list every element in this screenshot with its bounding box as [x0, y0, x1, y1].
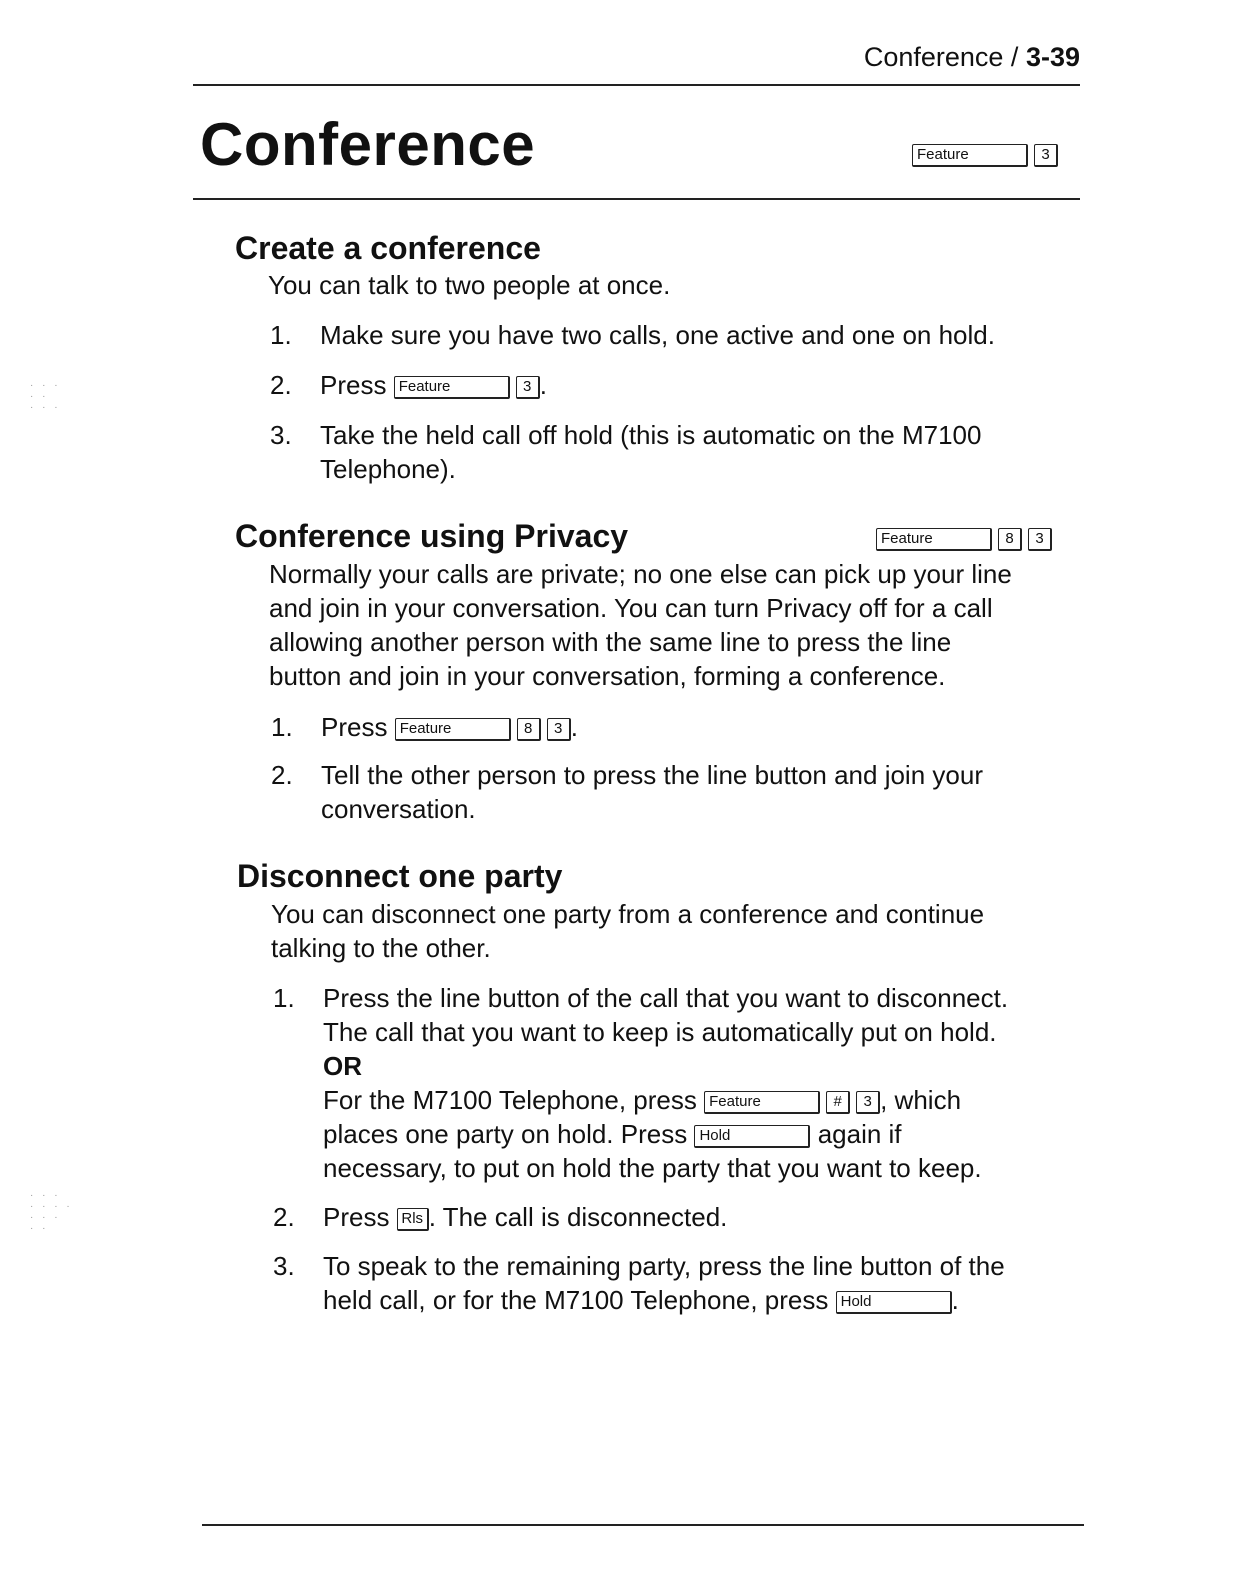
feature-key: Feature	[876, 528, 992, 551]
section-heading-create: Create a conference	[235, 230, 541, 266]
title-rule	[193, 198, 1080, 200]
section-heading-disconnect: Disconnect one party	[237, 858, 563, 894]
step-suffix: again if	[817, 1119, 902, 1149]
step-suffix: , which	[880, 1085, 962, 1115]
list-item	[273, 1249, 1073, 1317]
step-text-line: conversation.	[321, 794, 476, 824]
step-label: places one party on hold. Press	[323, 1119, 688, 1149]
step-suffix: . The call is disconnected.	[428, 1202, 728, 1232]
step-number: 3.	[270, 420, 292, 450]
feature-key: Feature	[395, 718, 511, 741]
section-intro-line: and join in your conversation. You can turn Privacy off for a call	[269, 593, 993, 623]
feature-key: Feature	[704, 1091, 820, 1114]
step-label: held call, or for the M7100 Telephone, press	[323, 1285, 829, 1315]
section-heading-privacy: Conference using Privacy	[235, 518, 629, 554]
section-intro-line: button and join in your conversation, forming a conference.	[269, 661, 946, 691]
digit-key: 3	[547, 718, 571, 741]
step-text-line	[323, 1283, 959, 1317]
step-label: Press	[321, 712, 388, 742]
digit-key: 8	[998, 528, 1022, 551]
pound-key: #	[826, 1091, 850, 1114]
key-sequence	[395, 718, 571, 741]
list-item	[271, 758, 1071, 826]
key-sequence	[397, 1208, 429, 1231]
step-text-line: Tell the other person to press the line button and join your	[321, 760, 983, 790]
hold-key: Hold	[694, 1125, 810, 1148]
page-reference	[700, 42, 1080, 73]
list-item	[270, 318, 1070, 352]
section-intro: You can talk to two people at once.	[268, 270, 671, 300]
list-item	[271, 710, 1071, 744]
list-item	[273, 1200, 1073, 1234]
key-sequence	[694, 1125, 810, 1148]
step-suffix: .	[570, 712, 578, 742]
step-number: 2.	[273, 1202, 295, 1232]
header-rule	[193, 84, 1080, 86]
or-label: OR	[323, 1051, 362, 1081]
section-name: Conference /	[863, 42, 1019, 72]
step-text	[320, 368, 547, 402]
list-item	[270, 418, 1070, 486]
step-label: For the M7100 Telephone, press	[323, 1085, 697, 1115]
step-number: 1.	[271, 712, 293, 742]
step-text-line	[323, 1117, 902, 1151]
scan-speckle: · · · · · · · · · · · ·	[30, 1190, 73, 1234]
step-suffix: .	[951, 1285, 959, 1315]
digit-key: 3	[516, 376, 540, 399]
feature-key: Feature	[912, 144, 1028, 167]
step-text-line	[323, 1083, 961, 1117]
release-key: Rls	[397, 1208, 429, 1231]
footer-rule	[202, 1524, 1084, 1526]
digit-key: 3	[1034, 144, 1058, 167]
key-sequence	[394, 376, 540, 399]
step-text-line: necessary, to put on hold the party that you want to keep.	[323, 1153, 982, 1183]
step-label: Press	[320, 370, 387, 400]
key-sequence	[704, 1091, 880, 1114]
step-label: Press	[323, 1202, 390, 1232]
step-number: 3.	[273, 1251, 295, 1281]
key-sequence	[836, 1291, 952, 1314]
step-text: Make sure you have two calls, one active and one on hold.	[320, 320, 995, 350]
hold-key: Hold	[836, 1291, 952, 1314]
step-text-line: To speak to the remaining party, press the line button of the	[323, 1251, 1005, 1281]
step-text	[323, 1200, 727, 1234]
section-intro-line: Normally your calls are private; no one else can pick up your line	[269, 559, 1012, 589]
list-item	[273, 981, 1073, 1185]
page-title: Conference	[200, 111, 536, 178]
page-number: 3-39	[1025, 42, 1080, 72]
digit-key: 8	[517, 718, 541, 741]
step-text-line: Press the line button of the call that you want to disconnect.	[323, 983, 1009, 1013]
digit-key: 3	[856, 1091, 880, 1114]
title-key-sequence	[912, 144, 1058, 167]
step-text	[321, 710, 578, 744]
feature-key: Feature	[394, 376, 510, 399]
step-number: 2.	[270, 370, 292, 400]
scan-speckle: · · · · · · · ·	[30, 380, 61, 413]
section-intro-line: allowing another person with the same line to press the line	[269, 627, 952, 657]
step-number: 2.	[271, 760, 293, 790]
list-item	[270, 368, 1070, 402]
step-suffix: .	[539, 370, 547, 400]
section-intro-line: talking to the other.	[271, 933, 491, 963]
step-text-line: Take the held call off hold (this is automatic on the M7100	[320, 420, 982, 450]
step-number: 1.	[273, 983, 295, 1013]
step-text-line: The call that you want to keep is automatically put on hold.	[323, 1017, 997, 1047]
section-intro-line: You can disconnect one party from a conference and continue	[271, 899, 985, 929]
digit-key: 3	[1028, 528, 1052, 551]
privacy-key-sequence	[876, 528, 1052, 551]
step-number: 1.	[270, 320, 292, 350]
step-text-line: Telephone).	[320, 454, 456, 484]
